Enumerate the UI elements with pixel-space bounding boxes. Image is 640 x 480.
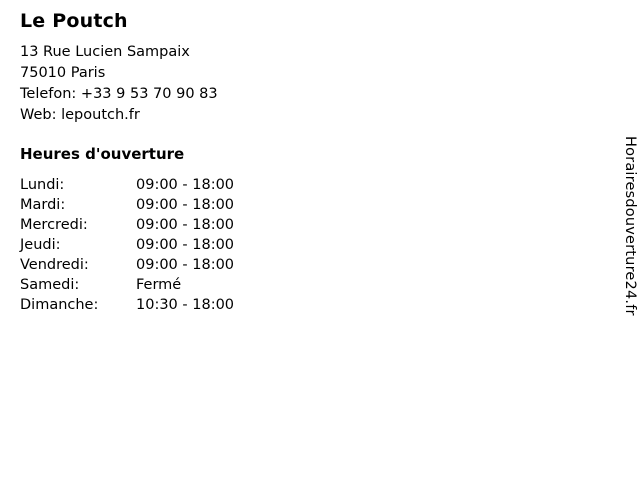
day-label: Mardi: (20, 197, 66, 213)
address-line-web: Web: lepoutch.fr (20, 107, 140, 123)
opening-hours-table (20, 175, 276, 315)
day-hours: 09:00 - 18:00 (136, 217, 235, 233)
watermark-source-label: Horairesdouverture24.fr (622, 136, 638, 316)
page-title: Le Poutch (20, 10, 128, 32)
day-hours: 10:30 - 18:00 (136, 297, 235, 313)
table-row (20, 195, 276, 215)
day-label: Jeudi: (20, 237, 61, 253)
day-hours: 09:00 - 18:00 (136, 257, 235, 273)
day-label: Lundi: (20, 177, 65, 193)
day-hours: Fermé (136, 277, 182, 293)
table-row (20, 275, 276, 295)
day-hours: 09:00 - 18:00 (136, 197, 235, 213)
table-row (20, 295, 276, 315)
day-hours: 09:00 - 18:00 (136, 177, 235, 193)
day-label: Samedi: (20, 277, 80, 293)
table-row (20, 255, 276, 275)
address-line-street: 13 Rue Lucien Sampaix (20, 44, 190, 60)
address-line-phone: Telefon: +33 9 53 70 90 83 (20, 86, 218, 102)
day-label: Vendredi: (20, 257, 89, 273)
day-label: Mercredi: (20, 217, 88, 233)
opening-hours-heading: Heures d'ouverture (20, 145, 185, 163)
table-row (20, 175, 276, 195)
address-line-city: 75010 Paris (20, 65, 106, 81)
table-row (20, 235, 276, 255)
address-block (20, 42, 218, 126)
day-label: Dimanche: (20, 297, 99, 313)
day-hours: 09:00 - 18:00 (136, 237, 235, 253)
table-row (20, 215, 276, 235)
